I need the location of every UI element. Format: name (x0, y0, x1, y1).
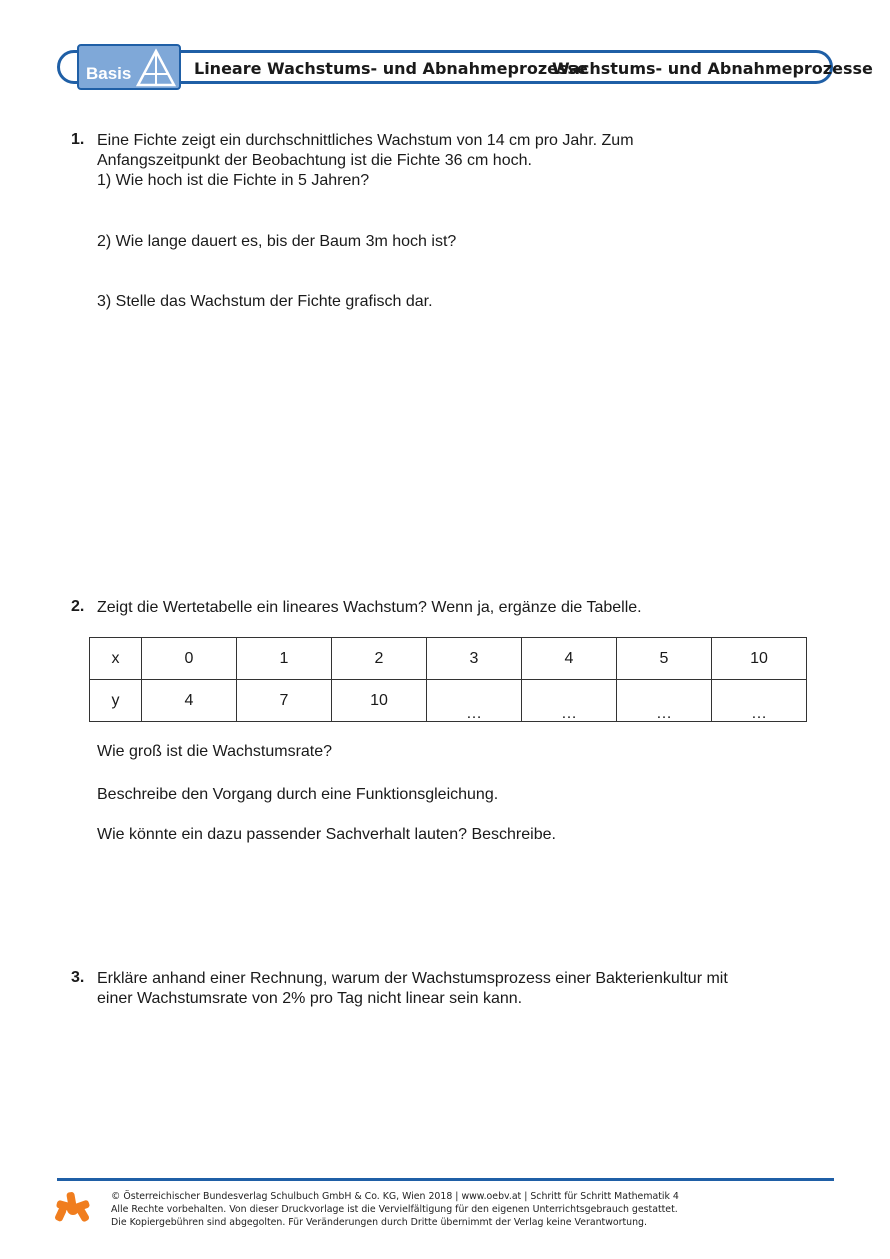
table-cell: 5 (617, 638, 712, 680)
task2-question2: Beschreibe den Vorgang durch eine Funktionsgleichung. (97, 786, 499, 803)
task1-question2: 2) Wie lange dauert es, bis der Baum 3m hoch ist? (97, 233, 457, 250)
publisher-star-icon (54, 1190, 92, 1228)
task2-question1: Wie groß ist die Wachstumsrate? (97, 743, 333, 760)
task1-question1: 1) Wie hoch ist die Fichte in 5 Jahren? (97, 172, 370, 189)
table-cell: 1 (237, 638, 332, 680)
table-cell-blank: … (427, 680, 522, 722)
table-cell-blank: … (712, 680, 807, 722)
task1-question3: 3) Stelle das Wachstum der Fichte grafisch dar. (97, 293, 433, 310)
task-number: 3. (71, 969, 85, 986)
table-cell-y-label: y (90, 680, 142, 722)
table-cell: 4 (522, 638, 617, 680)
task2-line1: Zeigt die Wertetabelle ein lineares Wachstum? Wenn ja, ergänze die Tabelle. (97, 599, 642, 616)
task-number: 1. (71, 131, 85, 148)
table-row-y (90, 680, 807, 722)
logo-label: Basis (86, 64, 132, 83)
task3-line1: Erkläre anhand einer Rechnung, warum der Wachstumsprozess einer Bakterienkultur mit (97, 970, 728, 987)
task1-line1: Eine Fichte zeigt ein durchschnittliches Wachstum von 14 cm pro Jahr. Zum (97, 132, 634, 149)
table-cell: 10 (712, 638, 807, 680)
table-cell-x-label: x (90, 638, 142, 680)
footer-divider (57, 1178, 834, 1181)
footer-copyright: © Österreichischer Bundesverlag Schulbuch GmbH & Co. KG, Wien 2018 | www.oebv.at | Schritt für Schritt Mathematik 4 (111, 1191, 679, 1202)
header-title-left: Lineare Wachstums- und Abnahmeprozesse (194, 59, 588, 78)
value-table (89, 637, 807, 722)
task-number: 2. (71, 598, 85, 615)
footer-rights: Alle Rechte vorbehalten. Von dieser Druckvorlage ist die Vervielfältigung für den eigenen Unterrichtsgebrauch gestattet. (111, 1204, 678, 1215)
table-cell: 2 (332, 638, 427, 680)
footer-disclaimer: Die Kopiergebühren sind abgegolten. Für Veränderungen durch Dritte übernimmt der Verlag keine Verantwortung. (111, 1217, 647, 1228)
table-row-x (90, 638, 807, 680)
table-cell: 3 (427, 638, 522, 680)
task3-line2: einer Wachstumsrate von 2% pro Tag nicht linear sein kann. (97, 990, 523, 1007)
table-cell: 0 (142, 638, 237, 680)
table-cell: 4 (142, 680, 237, 722)
table-cell-blank: … (617, 680, 712, 722)
table-cell-blank: … (522, 680, 617, 722)
table-cell: 10 (332, 680, 427, 722)
task2-question3: Wie könnte ein dazu passender Sachverhalt lauten? Beschreibe. (97, 826, 556, 843)
basis-logo (77, 44, 181, 90)
header-title-right: Wachstums- und Abnahmeprozesse (552, 59, 873, 78)
task1-line2: Anfangszeitpunkt der Beobachtung ist die Fichte 36 cm hoch. (97, 152, 532, 169)
triangle-icon (135, 48, 177, 88)
table-cell: 7 (237, 680, 332, 722)
